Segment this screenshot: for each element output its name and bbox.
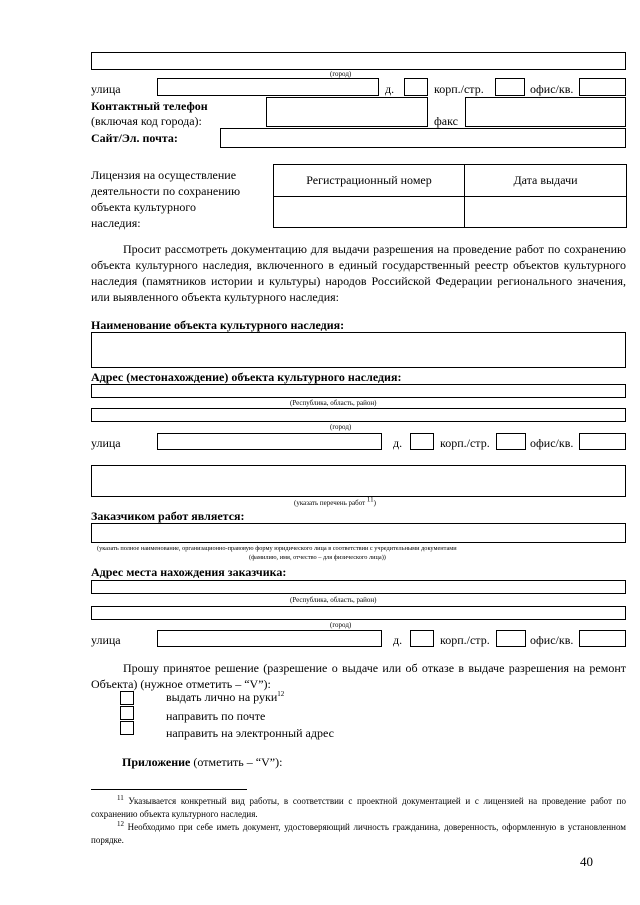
office-field[interactable] [579, 78, 626, 96]
footnote-12-mark: 12 [117, 820, 124, 828]
object-office-label: офис/кв. [530, 436, 574, 450]
fax-label: факс [434, 114, 458, 128]
appendix-rest: (отметить – “V”): [190, 755, 283, 769]
city-caption: (город) [330, 70, 352, 78]
object-building-label: корп./стр. [440, 436, 490, 450]
license-label-line: Лицензия на осуществление [91, 168, 237, 182]
request-paragraph [91, 241, 626, 305]
house-label: д. [385, 82, 395, 96]
customer-building-field[interactable] [496, 630, 526, 647]
option-email-checkbox[interactable] [120, 721, 134, 735]
phone-field[interactable] [266, 97, 428, 127]
object-house-field[interactable] [410, 433, 434, 450]
phone-sublabel: (включая код города): [91, 114, 202, 128]
license-reg-cell[interactable] [274, 197, 465, 228]
license-label-line: объекта культурного [91, 200, 196, 214]
customer-house-field[interactable] [410, 630, 434, 647]
appendix-label: Приложение [122, 755, 191, 769]
works-caption-end: ) [373, 499, 377, 507]
object-street-field[interactable] [157, 433, 382, 450]
appendix-line [122, 755, 282, 769]
license-date-cell[interactable] [465, 197, 627, 228]
customer-office-label: офис/кв. [530, 633, 574, 647]
site-label: Сайт/Эл. почта: [91, 131, 178, 145]
option-in-person-checkbox[interactable] [120, 691, 134, 705]
works-caption [294, 495, 377, 507]
decision-text: Прошу принятое решение (разрешение о выдаче или об отказе в выдаче разрешения на ремонт Объекта) (нужное отметить – “V”): [91, 661, 626, 691]
site-field[interactable] [220, 128, 626, 148]
building-field[interactable] [495, 78, 525, 96]
customer-name-field[interactable] [91, 523, 626, 543]
object-address-heading: Адрес (местонахождение) объекта культурного наследия: [91, 370, 402, 384]
house-field[interactable] [404, 78, 428, 96]
object-office-field[interactable] [579, 433, 626, 450]
option-mail-label: направить по почте [166, 709, 266, 723]
option-email-label: направить на электронный адрес [166, 726, 334, 740]
office-label: офис/кв. [530, 82, 574, 96]
option-in-person-text: выдать лично на руки [166, 690, 278, 704]
object-city-caption: (город) [330, 423, 352, 431]
object-city-field[interactable] [91, 408, 626, 422]
object-name-field[interactable] [91, 332, 626, 368]
street-label: улица [91, 82, 121, 96]
customer-address-heading: Адрес места нахождения заказчика: [91, 565, 287, 579]
footnote-11-text: Указывается конкретный вид работы, в соответствии с проектной документацией и с лицензией на проведение работ по сохранению объекта культурного наследия. [91, 796, 626, 819]
works-caption-text: (указать перечень работ [294, 499, 367, 507]
license-label [91, 167, 240, 231]
decision-paragraph [91, 660, 626, 692]
object-building-field[interactable] [496, 433, 526, 450]
page-number: 40 [580, 854, 593, 869]
fax-field[interactable] [465, 97, 626, 127]
footnote-12 [91, 821, 626, 847]
customer-city-field[interactable] [91, 606, 626, 620]
option-mail-checkbox[interactable] [120, 706, 134, 720]
works-list-field[interactable] [91, 465, 626, 497]
option-in-person-fn: 12 [277, 690, 285, 698]
customer-house-label: д. [393, 633, 403, 647]
license-col-date: Дата выдачи [465, 165, 627, 197]
phone-label: Контактный телефон [91, 99, 208, 113]
customer-caption-1: (указать полное наименование, организационно-правовую форму юридического лица в соответствии с учредительными документами [97, 545, 457, 552]
customer-street-label: улица [91, 633, 121, 647]
building-label: корп./стр. [434, 82, 484, 96]
customer-street-field[interactable] [157, 630, 382, 647]
license-col-reg: Регистрационный номер [274, 165, 465, 197]
license-label-line: деятельности по сохранению [91, 184, 241, 198]
customer-region-field[interactable] [91, 580, 626, 594]
object-house-label: д. [393, 436, 403, 450]
customer-city-caption: (город) [330, 621, 352, 629]
customer-region-caption: (Республика, область, район) [290, 596, 377, 604]
object-region-caption: (Республика, область, район) [290, 399, 377, 407]
object-name-heading: Наименование объекта культурного наследия: [91, 318, 345, 332]
option-in-person-label [166, 690, 284, 704]
object-street-label: улица [91, 436, 121, 450]
customer-building-label: корп./стр. [440, 633, 490, 647]
request-text: Просит рассмотреть документацию для выдачи разрешения на проведение работ по сохранению объекта культурного наследия, включенного в единый государственный реестр объектов культурного наследия (памятников истории и культуры) народов Российской Федерации регионального значения, или выявленного объекта культурного наследия: [91, 242, 626, 304]
footnote-12-text: Необходимо при себе иметь документ, удостоверяющий личность гражданина, доверенность, оформленную в установленном порядке. [91, 822, 626, 845]
object-region-field[interactable] [91, 384, 626, 398]
works-footnote-ref: 11 [366, 495, 374, 504]
customer-heading: Заказчиком работ является: [91, 509, 245, 523]
customer-caption-2: (фамилию, имя, отчество – для физического лица)) [249, 554, 386, 561]
footnote-11-mark: 11 [117, 794, 124, 802]
license-label-line: наследия: [91, 216, 141, 230]
street-field[interactable] [157, 78, 379, 96]
footnote-separator [91, 789, 247, 790]
customer-office-field[interactable] [579, 630, 626, 647]
footnote-11 [91, 795, 626, 821]
region-field[interactable] [91, 52, 626, 70]
license-table [273, 164, 627, 228]
